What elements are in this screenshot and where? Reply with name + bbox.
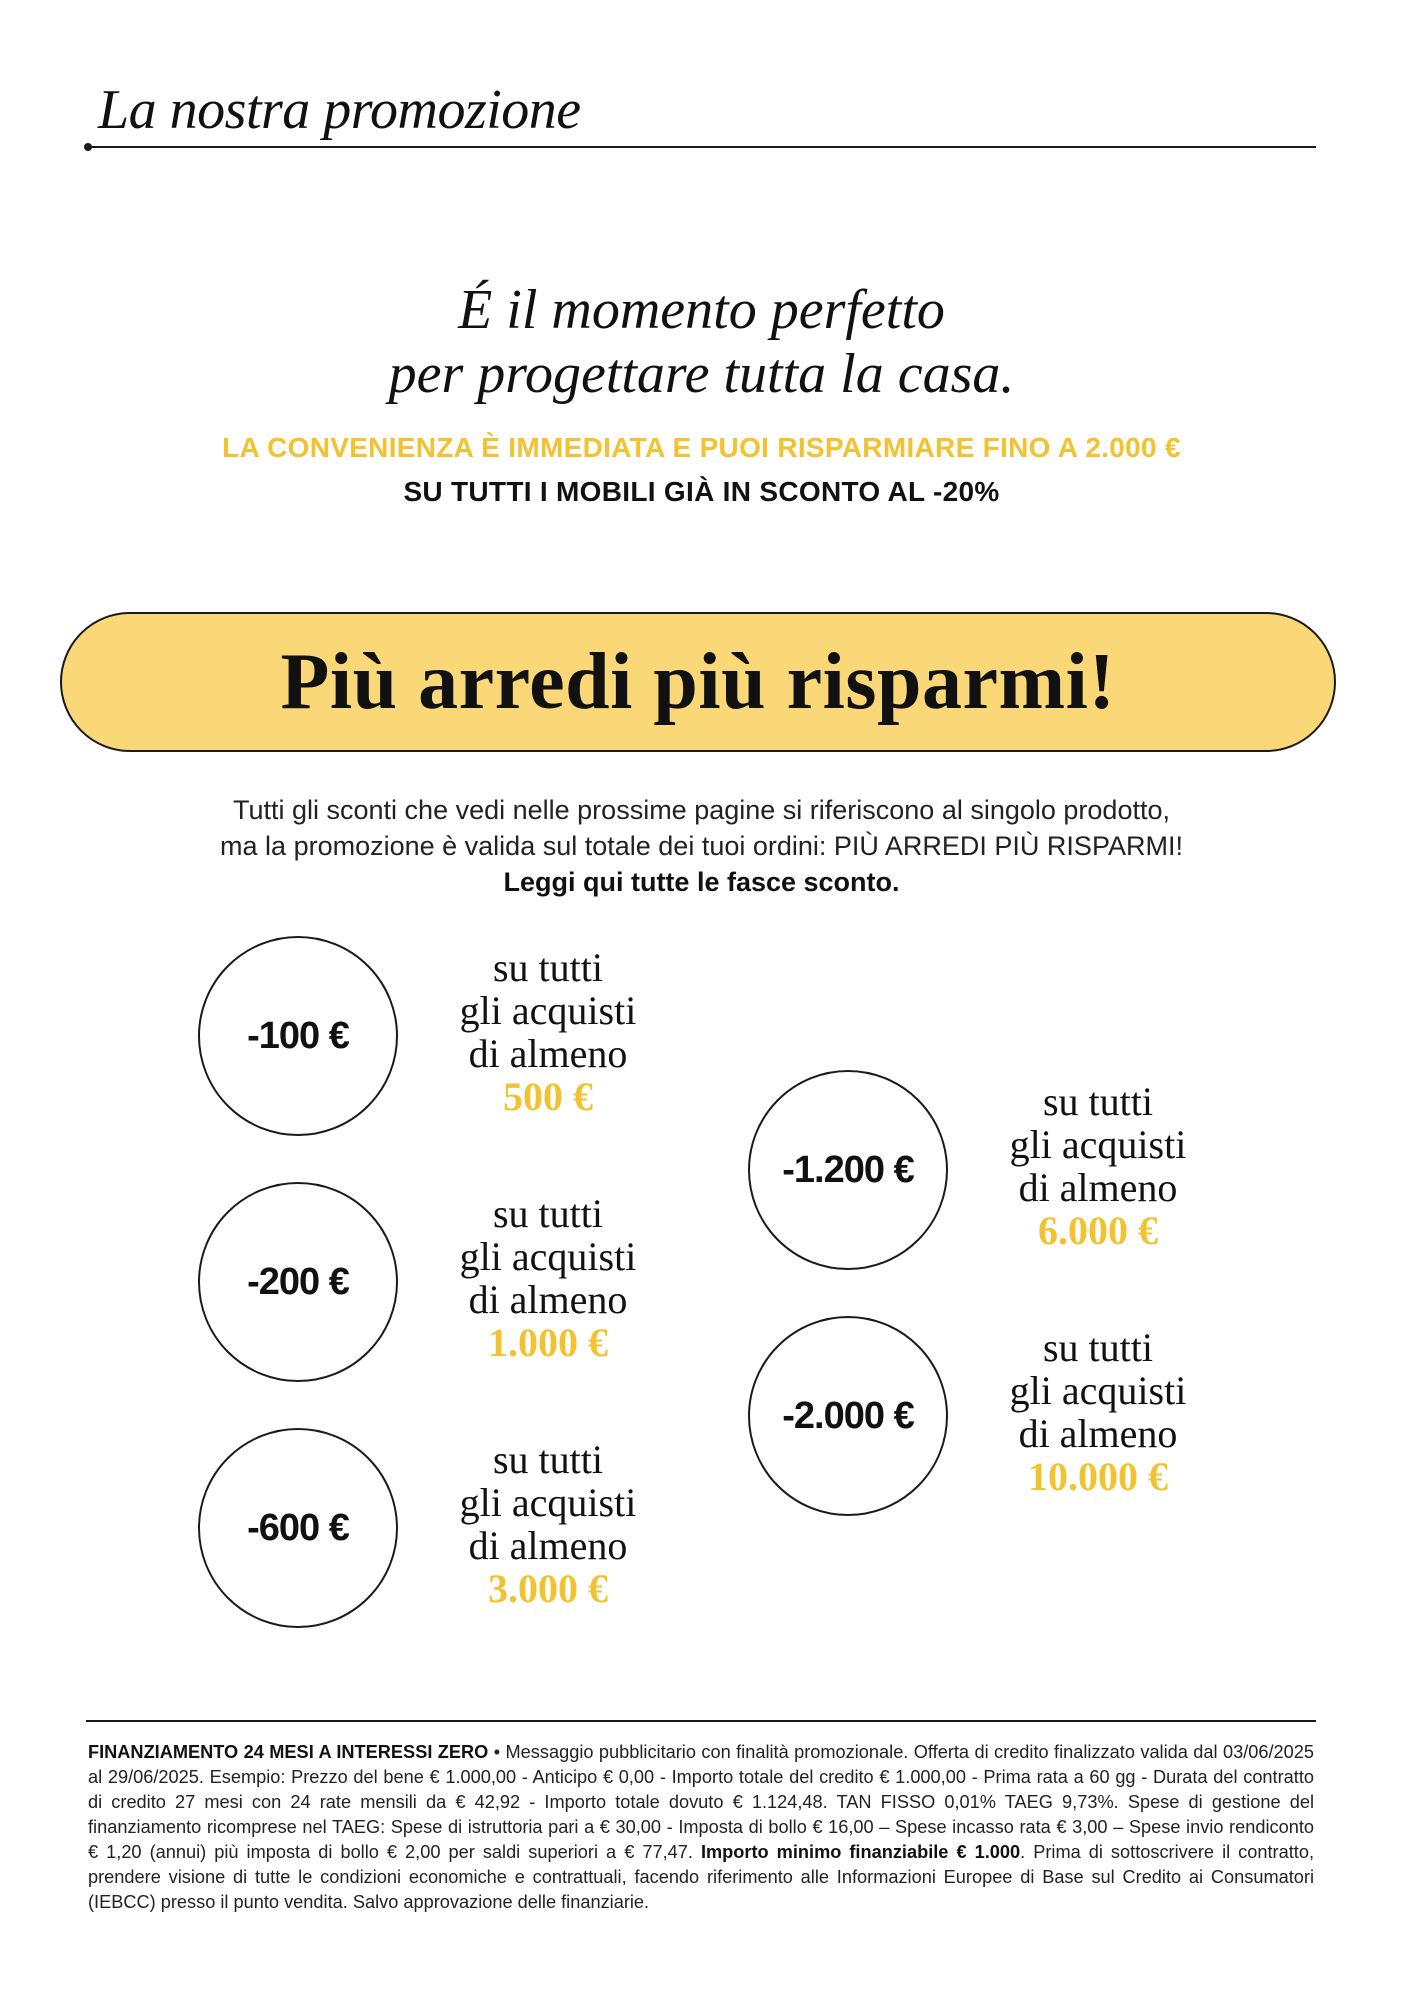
discount-circle: -1.200 € [748,1070,948,1270]
condition-line: gli acquisti [1009,1368,1187,1413]
intro-text [0,792,1403,900]
hero-line-2: per progettare tutta la casa. [388,343,1015,405]
condition-line: di almeno [1018,1165,1178,1210]
condition-line: su tutti [492,1191,604,1236]
condition-line: di almeno [1018,1411,1178,1456]
discount-condition [978,1326,1218,1498]
hero-sub-text: SU TUTTI I MOBILI GIÀ IN SCONTO AL -20% [403,476,1000,507]
condition-line: di almeno [468,1523,628,1568]
threshold-amount: 1.000 € [488,1320,608,1365]
condition-line: di almeno [468,1031,628,1076]
discount-circle: -2.000 € [748,1316,948,1516]
condition-line: di almeno [468,1277,628,1322]
threshold-amount: 10.000 € [1028,1454,1168,1499]
discount-condition [428,1192,668,1364]
discount-condition [978,1080,1218,1252]
intro-line-1: Tutti gli sconti che vedi nelle prossime pagine si riferiscono al singolo prodotto, [233,795,1170,825]
condition-line: gli acquisti [459,1480,637,1525]
condition-line: su tutti [1042,1325,1154,1370]
discount-circle: -600 € [198,1428,398,1628]
threshold-amount: 500 € [503,1074,593,1119]
disclaimer-minimum: Importo minimo finanziabile € 1.000 [700,1842,1021,1862]
disclaimer-lead: FINANZIAMENTO 24 MESI A INTERESSI ZERO [88,1742,489,1762]
condition-line: su tutti [492,945,604,990]
threshold-amount: 6.000 € [1038,1208,1158,1253]
disclaimer-body-end: . Prima di sottoscrivere il contratto, prendere visione di tutte le condizioni economiche e contrattuali, facendo riferimento alle Informazioni Europee di Base sul Credito ai Consumatori (IEBCC) presso il punto vendita. Salvo approvazione delle finanziarie. [88,1842,1315,1912]
promo-banner-text: Più arredi più risparmi! [280,637,1116,726]
discount-tier [748,1070,1268,1280]
hero-line-1: É il momento perfetto [458,279,945,341]
discount-tier [748,1316,1268,1526]
condition-line: su tutti [1042,1079,1154,1124]
disclaimer-body: • Messaggio pubblicitario con finalità promozionale. Offerta di credito finalizzato valida dal 03/06/2025 al 29/06/2025. Esempio: Prezzo del bene € 1.000,00 - Anticipo € 0,00 - Importo totale del credito € 1.000,00 - Prima rata a 60 gg - Durata del contratto di credito 27 mesi con 24 rate mensili da € 42,92 - Importo totale dovuto € 1.124,48. TAN FISSO 0,01% TAEG 9,73%. Spese di gestione del finanziamento ricomprese nel TAEG: Spese di istruttoria pari a € 30,00 - Imposta di bollo € 16,00 – Spese incasso rata € 3,00 – Spese invio rendiconto € 1,20 (annui) più imposta di bollo € 2,00 per saldi superiori a € 77,47. [88,1742,1315,1862]
condition-line: gli acquisti [459,988,637,1033]
hero-headline [0,278,1403,406]
condition-line: su tutti [492,1437,604,1482]
discount-tier [198,1182,718,1392]
page-title: La nostra promozione [98,79,581,141]
financing-disclaimer [88,1740,1314,1915]
footer-divider [86,1720,1316,1722]
discount-tier [198,1428,718,1638]
discount-condition [428,946,668,1118]
discount-circle: -200 € [198,1182,398,1382]
threshold-amount: 3.000 € [488,1566,608,1611]
condition-line: gli acquisti [459,1234,637,1279]
intro-line-2: ma la promozione è valida sul totale dei tuoi ordini: PIÙ ARREDI PIÙ RISPARMI! [220,831,1183,861]
intro-line-3: Leggi qui tutte le fasce sconto. [503,867,900,897]
discount-condition [428,1438,668,1610]
condition-line: gli acquisti [1009,1122,1187,1167]
promo-banner [60,612,1336,752]
hero-accent-text: LA CONVENIENZA È IMMEDIATA E PUOI RISPARMIARE FINO A 2.000 € [222,432,1181,463]
discount-tier [198,936,718,1146]
discount-circle: -100 € [198,936,398,1136]
header-divider [86,146,1316,148]
